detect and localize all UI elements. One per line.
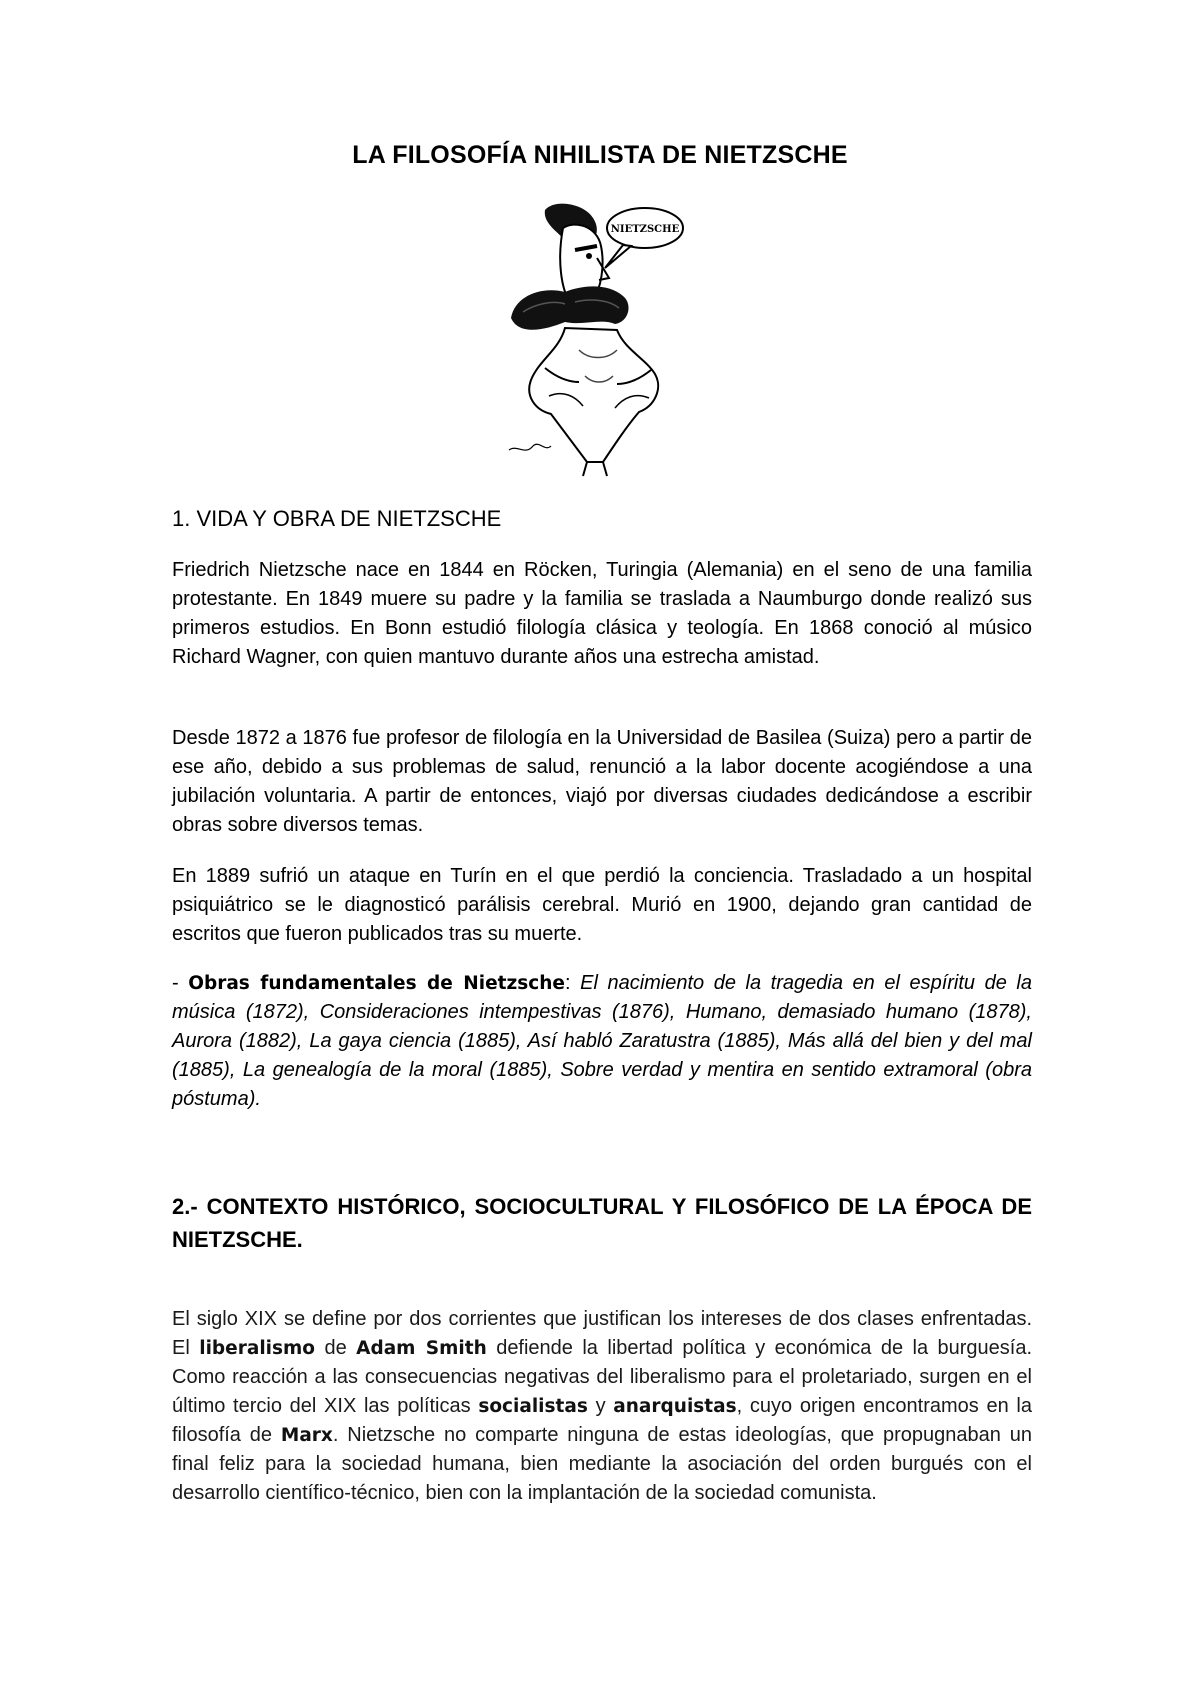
term-adam-smith: Adam Smith: [356, 1338, 487, 1359]
section-2-heading: 2.- CONTEXTO HISTÓRICO, SOCIOCULTURAL Y FILOSÓFICO DE LA ÉPOCA DE NIETZSCHE.: [172, 1194, 1032, 1252]
section-2-text-f: . Nietzsche no comparte ninguna de estas ideologías, que propugnaban un final feliz para la sociedad humana, bien mediante la asociación del orden burgués con el desarrollo científico-técnico, bien con la implantación de la sociedad comunista.: [172, 1424, 1032, 1504]
works-colon: :: [564, 972, 581, 994]
works-label: Obras fundamentales de Nietzsche: [188, 973, 565, 994]
section-1-paragraph-1: Friedrich Nietzsche nace en 1844 en Röcken, Turingia (Alemania) en el seno de una familia protestante. En 1849 muere su padre y la familia se traslada a Naumburgo donde realizó sus primeros estudios. En Bonn estudió filología clásica y teología. En 1868 conoció al músico Richard Wagner, con quien mantuvo durante años una estrecha amistad.: [172, 559, 1032, 668]
works-list: El nacimiento de la tragedia en el espíritu de la música (1872), Consideraciones intempestivas (1876), Humano, demasiado humano (1878), Aurora (1882), La gaya ciencia (1885), Así habló Zaratustra (1885), Más allá del bien y del mal (1885), La genealogía de la moral (1885), Sobre verdad y mentira en sentido extramoral (obra póstuma).: [172, 972, 1033, 1110]
document-title: LA FILOSOFÍA NIHILISTA DE NIETZSCHE: [352, 141, 848, 169]
section-1-paragraph-2: Desde 1872 a 1876 fue profesor de filología en la Universidad de Basilea (Suiza) pero a partir de ese año, debido a sus problemas de salud, renunció a la labor docente acogiéndose a una jubilación voluntaria. A partir de entonces, viajó por diversas ciudades dedicándose a escribir obras sobre diversos temas.: [172, 727, 1032, 836]
works-prefix: -: [172, 972, 189, 994]
term-anarquistas: anarquistas: [613, 1396, 737, 1417]
section-1-heading-text: 1. VIDA Y OBRA DE NIETZSCHE: [172, 506, 502, 531]
term-socialistas: socialistas: [478, 1396, 588, 1417]
section-1-heading: [172, 506, 501, 532]
term-marx: Marx: [280, 1425, 333, 1446]
section-2-text-e: , cuyo origen encontramos en la filosofía de: [172, 1395, 1032, 1446]
speech-bubble-text: NIETZSCHE: [610, 224, 680, 235]
section-2-text-a: El siglo XIX se define por dos corrientes que justifican los intereses de dos clases enfrentadas. El: [172, 1308, 1032, 1359]
section-2-text-b: de: [315, 1337, 357, 1359]
section-2-paragraph: [172, 1305, 1032, 1508]
section-2-text-d: y: [587, 1395, 614, 1417]
term-liberalismo: liberalismo: [199, 1338, 315, 1359]
section-2-text-c: defiende la libertad política y económica de la burguesía. Como reacción a las consecuencias negativas del liberalismo para el proletariado, surgen en el último tercio del XIX las políticas: [172, 1337, 1033, 1417]
nietzsche-caricature-illustration: [505, 200, 705, 478]
section-1-paragraph-3: En 1889 sufrió un ataque en Turín en el que perdió la conciencia. Trasladado a un hospital psiquiátrico se le diagnosticó parálisis cerebral. Murió en 1900, dejando gran cantidad de escritos que fueron publicados tras su muerte.: [172, 865, 1032, 945]
works-paragraph: [172, 969, 1032, 1114]
